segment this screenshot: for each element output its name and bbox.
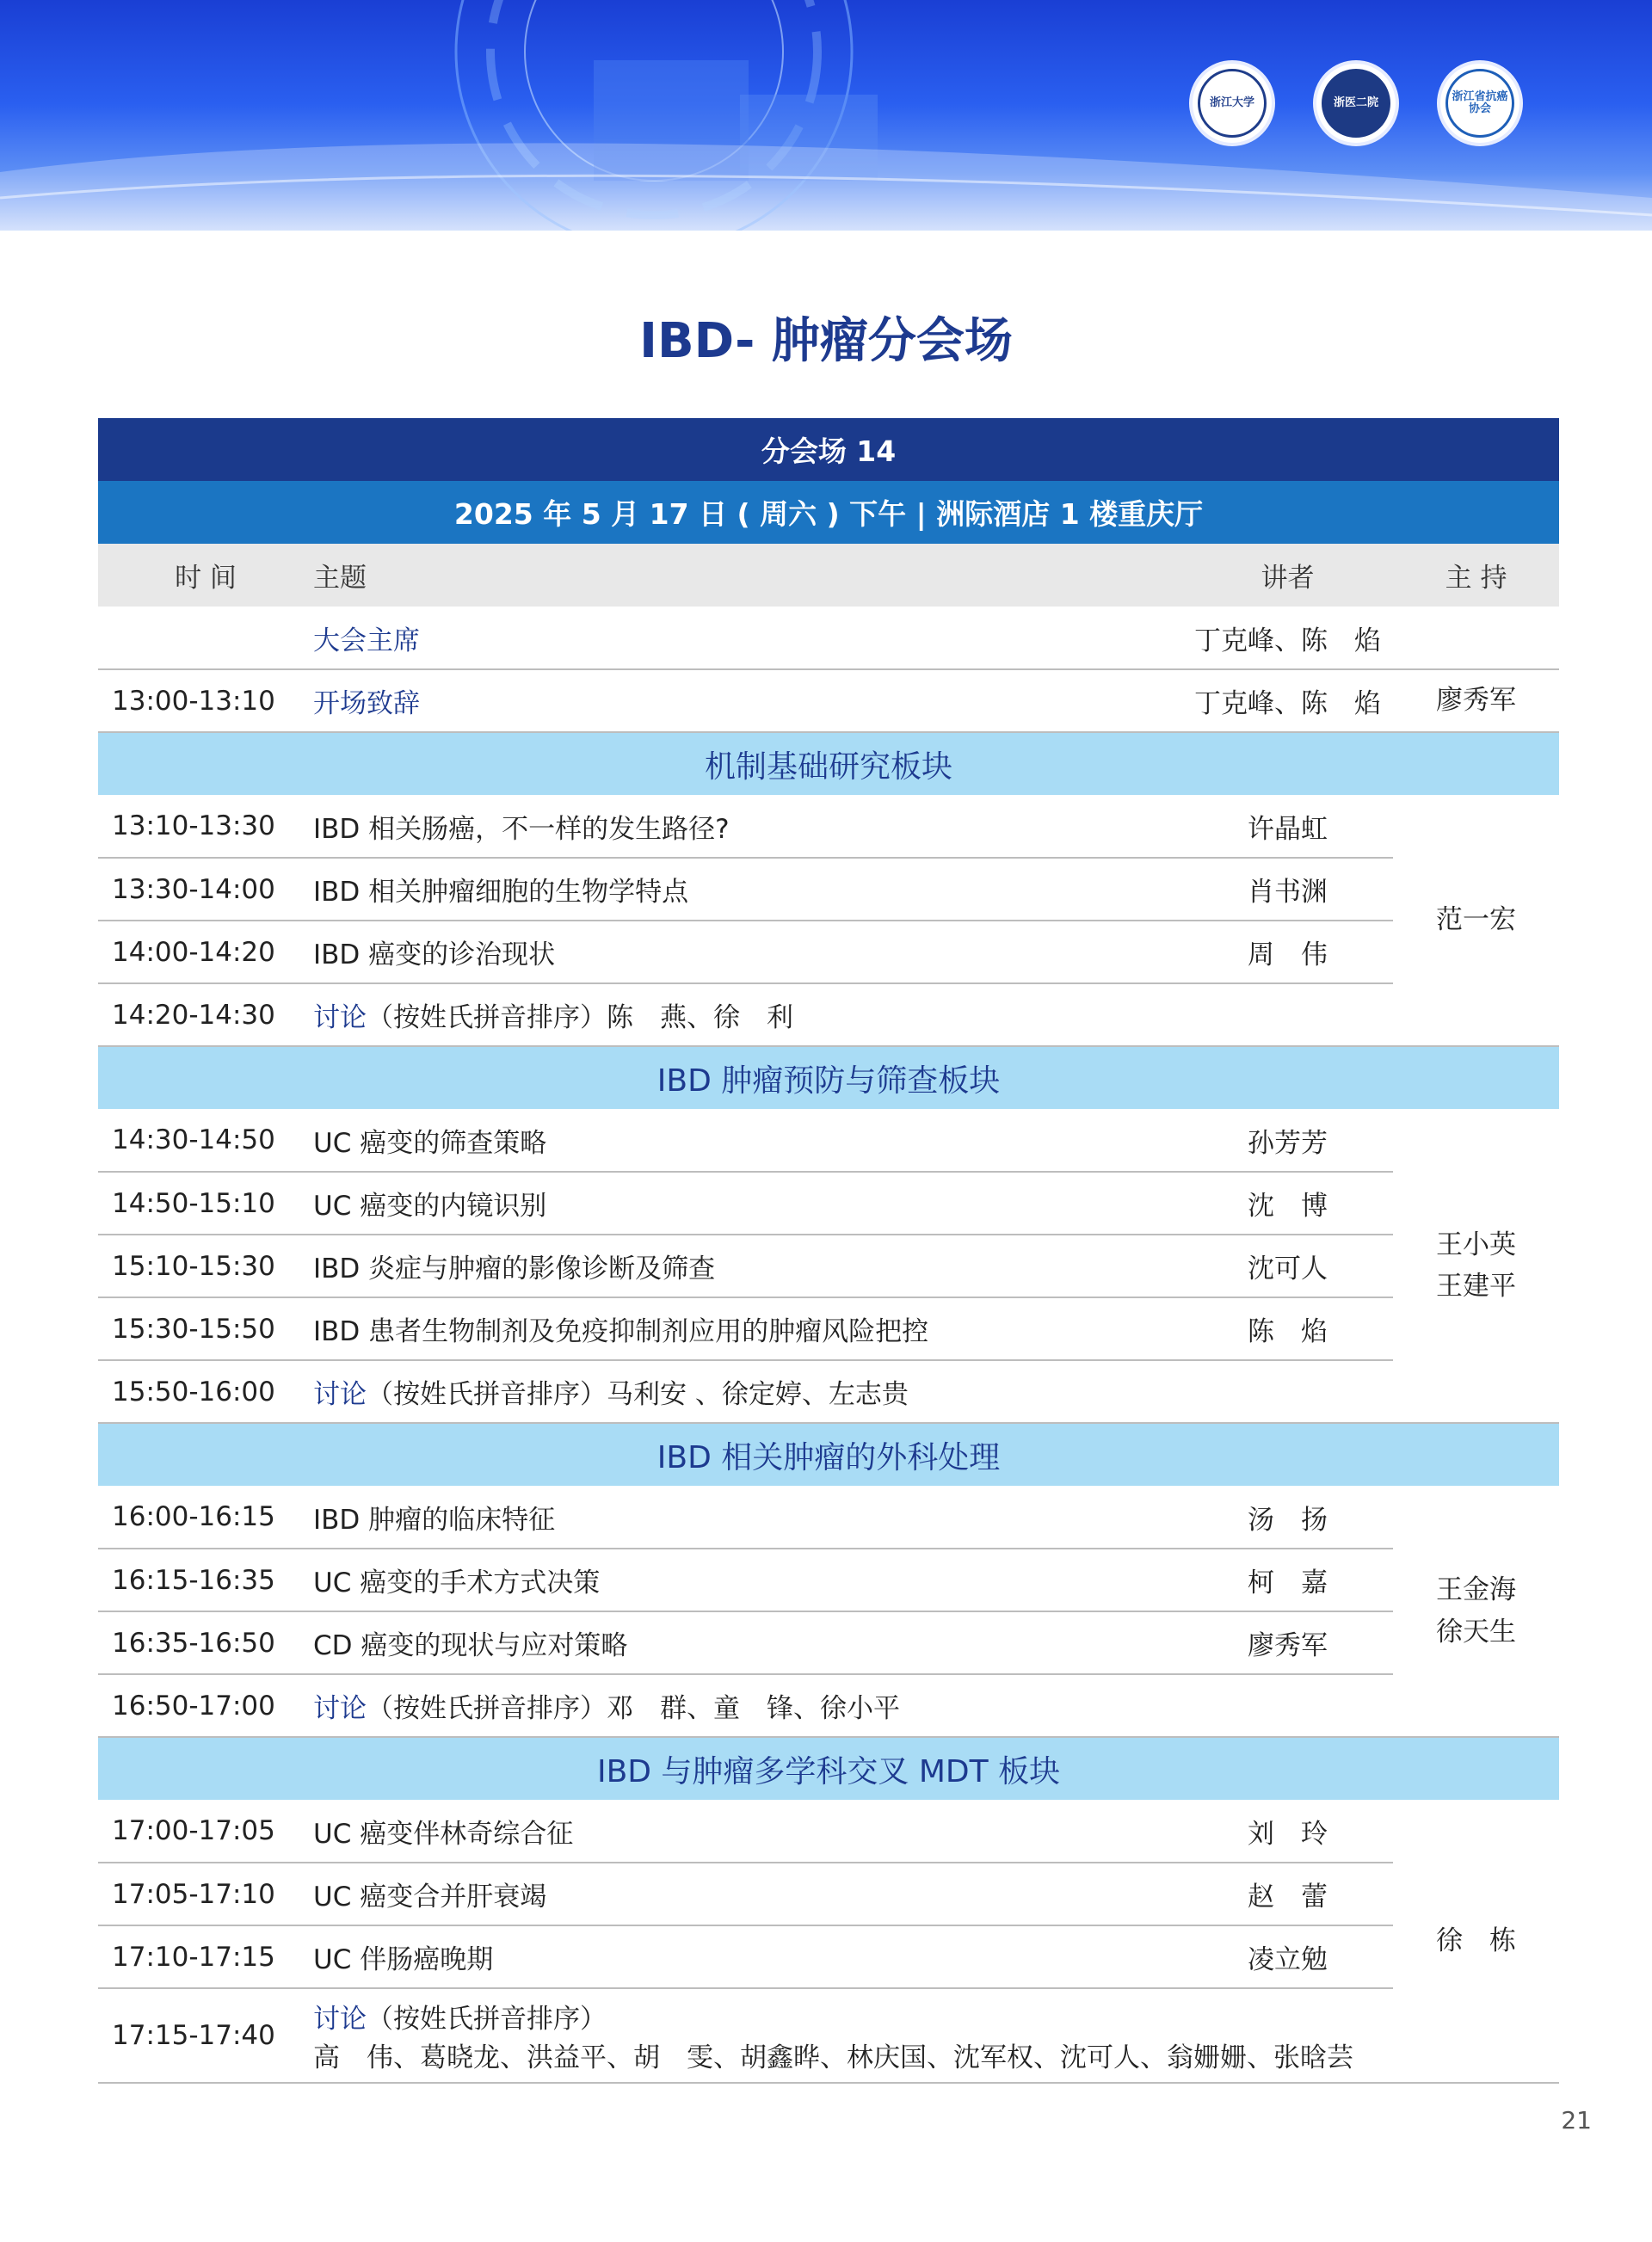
- row-topic: UC 癌变的筛查策略: [313, 1109, 1182, 1172]
- header-banner: [0, 0, 1652, 231]
- table-row: [98, 795, 1559, 858]
- date-line: 2025 年 5 月 17 日 ( 周六 ) 下午 | 洲际酒店 1 楼重庆厅: [98, 481, 1559, 544]
- discussion-label: 讨论: [313, 1693, 367, 1724]
- discussion-names: 高 伟、葛晓龙、洪益平、胡 雯、胡鑫晔、林庆国、沈军权、沈可人、翁姗姗、张晗芸: [313, 2042, 1353, 2073]
- row-speaker: 沈 博: [1182, 1172, 1393, 1235]
- venue-row: [98, 418, 1559, 481]
- section-title: IBD 与肿瘤多学科交叉 MDT 板块: [98, 1737, 1559, 1800]
- header-time: 时 间: [98, 544, 313, 607]
- row-speaker: 赵 蕾: [1182, 1863, 1393, 1925]
- row-topic: 大会主席: [313, 607, 1182, 669]
- schedule-table: [98, 418, 1559, 2084]
- row-topic: 开场致辞: [313, 669, 1182, 732]
- row-topic: IBD 癌变的诊治现状: [313, 921, 1182, 983]
- row-time: 14:20-14:30: [98, 983, 313, 1046]
- section-title-row: [98, 1737, 1559, 1800]
- row-topic: IBD 相关肠癌，不一样的发生路径?: [313, 795, 1182, 858]
- row-speaker: 廖秀军: [1182, 1611, 1393, 1674]
- discussion-label: 讨论: [313, 2004, 367, 2035]
- row-time: 16:50-17:00: [98, 1674, 313, 1737]
- section-title-row: [98, 1423, 1559, 1486]
- row-topic: IBD 相关肿瘤细胞的生物学特点: [313, 858, 1182, 921]
- row-host: 廖秀军: [1393, 669, 1559, 732]
- discussion-cell: [313, 1988, 1393, 2083]
- page-number: 21: [1561, 2106, 1592, 2134]
- row-time: 13:30-14:00: [98, 858, 313, 921]
- row-time: 17:15-17:40: [98, 1988, 313, 2083]
- table-row: [98, 1235, 1559, 1297]
- host-cell: [1393, 1109, 1559, 1423]
- table-row: [98, 921, 1559, 983]
- row-time: 13:10-13:30: [98, 795, 313, 858]
- row-speaker: 许晶虹: [1182, 795, 1393, 858]
- row-speaker: 丁克峰、陈 焰: [1182, 669, 1393, 732]
- row-topic: IBD 患者生物制剂及免疫抑制剂应用的肿瘤风险把控: [313, 1297, 1182, 1360]
- section-title: IBD 肿瘤预防与筛查板块: [98, 1046, 1559, 1109]
- table-row: [98, 1800, 1559, 1863]
- discussion-label: 讨论: [313, 1379, 367, 1410]
- row-time: 15:10-15:30: [98, 1235, 313, 1297]
- host-name: 王小英: [1436, 1229, 1517, 1260]
- row-topic: IBD 炎症与肿瘤的影像诊断及筛查: [313, 1235, 1182, 1297]
- host-name: 王金海: [1436, 1574, 1517, 1606]
- discussion-cell: [313, 983, 1393, 1046]
- column-header-row: [98, 544, 1559, 607]
- host-name: 范一宏: [1436, 904, 1517, 936]
- row-speaker: 汤 扬: [1182, 1486, 1393, 1549]
- discussion-row: [98, 1988, 1559, 2083]
- host-cell: [1393, 1800, 1559, 2083]
- discussion-cell: [313, 1674, 1393, 1737]
- row-host: [1393, 607, 1559, 669]
- discussion-names: 陈 燕、徐 利: [607, 1002, 793, 1033]
- host-name: 徐天生: [1436, 1616, 1517, 1648]
- row-time: 17:00-17:05: [98, 1800, 313, 1863]
- row-speaker: 刘 玲: [1182, 1800, 1393, 1863]
- row-time: 15:50-16:00: [98, 1360, 313, 1423]
- row-topic: UC 癌变的手术方式决策: [313, 1549, 1182, 1611]
- host-cell: [1393, 1486, 1559, 1737]
- row-time: 16:00-16:15: [98, 1486, 313, 1549]
- host-name: 徐 栋: [1436, 1925, 1517, 1956]
- table-row: [98, 1486, 1559, 1549]
- row-topic: UC 癌变伴林奇综合征: [313, 1800, 1182, 1863]
- row-topic: UC 癌变的内镜识别: [313, 1172, 1182, 1235]
- row-topic: IBD 肿瘤的临床特征: [313, 1486, 1182, 1549]
- row-time: 14:50-15:10: [98, 1172, 313, 1235]
- table-row: [98, 1172, 1559, 1235]
- discussion-cell: [313, 1360, 1393, 1423]
- row-time: [98, 607, 313, 669]
- page-title: IBD- 肿瘤分会场: [639, 313, 1013, 369]
- row-time: 17:10-17:15: [98, 1925, 313, 1988]
- venue-label: 分会场 14: [98, 418, 1559, 481]
- row-time: 15:30-15:50: [98, 1297, 313, 1360]
- section-title-row: [98, 1046, 1559, 1109]
- row-time: 14:00-14:20: [98, 921, 313, 983]
- discussion-row: [98, 1674, 1559, 1737]
- table-row: [98, 1549, 1559, 1611]
- table-row: [98, 1925, 1559, 1988]
- row-speaker: 凌立勉: [1182, 1925, 1393, 1988]
- discussion-note: （按姓氏拼音排序）: [367, 1693, 607, 1724]
- row-speaker: 周 伟: [1182, 921, 1393, 983]
- row-topic: CD 癌变的现状与应对策略: [313, 1611, 1182, 1674]
- row-time: 14:30-14:50: [98, 1109, 313, 1172]
- row-time: 16:35-16:50: [98, 1611, 313, 1674]
- section-title-row: [98, 732, 1559, 795]
- table-row: [98, 858, 1559, 921]
- row-topic: UC 癌变合并肝衰竭: [313, 1863, 1182, 1925]
- table-row: [98, 1109, 1559, 1172]
- discussion-names: 邓 群、童 锋、徐小平: [607, 1693, 900, 1724]
- discussion-label: 讨论: [313, 1002, 367, 1033]
- table-row: [98, 1611, 1559, 1674]
- row-speaker: 孙芳芳: [1182, 1109, 1393, 1172]
- table-row: [98, 1297, 1559, 1360]
- row-speaker: 柯 嘉: [1182, 1549, 1393, 1611]
- header-speaker: 讲者: [1182, 544, 1393, 607]
- section-title: 机制基础研究板块: [98, 732, 1559, 795]
- header-host: 主 持: [1393, 544, 1559, 607]
- opening-row: [98, 607, 1559, 669]
- row-speaker: 沈可人: [1182, 1235, 1393, 1297]
- opening-row: [98, 669, 1559, 732]
- host-name: 王建平: [1436, 1271, 1517, 1302]
- discussion-note: （按姓氏拼音排序）: [367, 1002, 607, 1033]
- row-speaker: 肖书渊: [1182, 858, 1393, 921]
- row-speaker: 陈 焰: [1182, 1297, 1393, 1360]
- row-time: 17:05-17:10: [98, 1863, 313, 1925]
- discussion-row: [98, 1360, 1559, 1423]
- discussion-note: （按姓氏拼音排序）: [367, 2004, 607, 2035]
- section-title: IBD 相关肿瘤的外科处理: [98, 1423, 1559, 1486]
- discussion-row: [98, 983, 1559, 1046]
- zhejiang-university-logo: 浙江大学: [1189, 60, 1275, 146]
- logo-group: [1189, 60, 1523, 146]
- discussion-names: 马利安 、徐定婷、左志贵: [607, 1379, 909, 1410]
- host-cell: [1393, 795, 1559, 1046]
- row-time: 13:00-13:10: [98, 669, 313, 732]
- date-row: [98, 481, 1559, 544]
- discussion-note: （按姓氏拼音排序）: [367, 1379, 607, 1410]
- row-time: 16:15-16:35: [98, 1549, 313, 1611]
- header-topic: 主题: [313, 544, 1182, 607]
- anti-cancer-association-logo: 浙江省抗癌协会: [1437, 60, 1523, 146]
- hospital-logo: 浙医二院: [1313, 60, 1399, 146]
- row-topic: UC 伴肠癌晚期: [313, 1925, 1182, 1988]
- row-speaker: 丁克峰、陈 焰: [1182, 607, 1393, 669]
- table-row: [98, 1863, 1559, 1925]
